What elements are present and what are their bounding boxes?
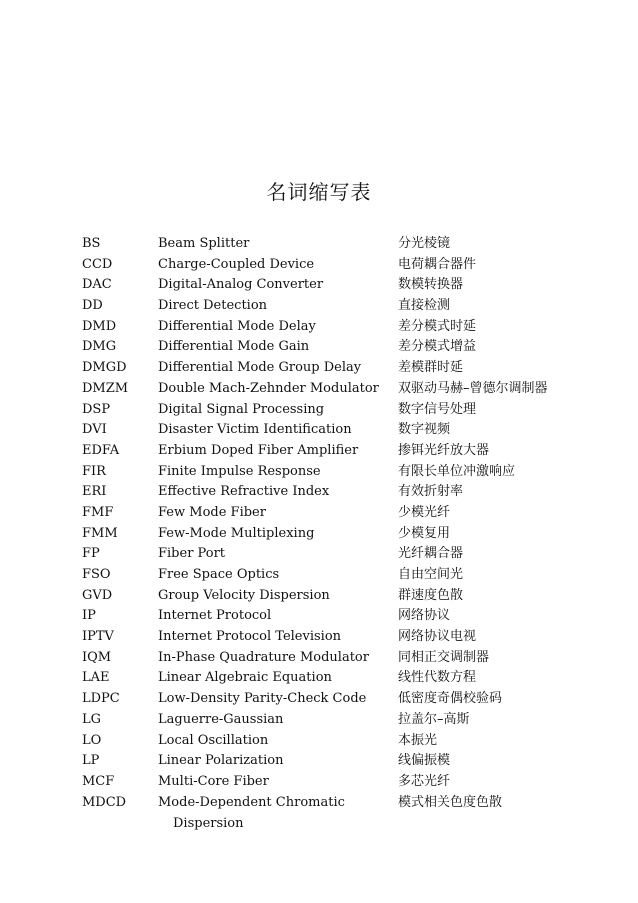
abbreviation: LP bbox=[82, 753, 100, 769]
full-term: Digital Signal Processing bbox=[158, 401, 325, 417]
abbreviation-row bbox=[0, 400, 638, 421]
entry-continuation: Dispersion bbox=[173, 816, 244, 831]
abbreviation: FMF bbox=[82, 504, 114, 520]
full-term: Multi-Core Fiber bbox=[158, 773, 269, 789]
abbreviation-row bbox=[0, 710, 638, 731]
full-term: In-Phase Quadrature Modulator bbox=[158, 649, 369, 665]
chinese-term: 数模转换器 bbox=[398, 277, 464, 293]
chinese-term: 本振光 bbox=[398, 732, 438, 748]
chinese-term: 拉盖尔–高斯 bbox=[398, 711, 470, 727]
abbreviation: ERI bbox=[82, 484, 107, 500]
abbreviation-row bbox=[0, 668, 638, 689]
full-term: Local Oscillation bbox=[158, 732, 269, 748]
abbreviation-list bbox=[0, 234, 638, 813]
full-term: Mode-Dependent Chromatic bbox=[158, 794, 345, 810]
abbreviation-row bbox=[0, 317, 638, 338]
abbreviation-row bbox=[0, 606, 638, 627]
chinese-term: 掺铒光纤放大器 bbox=[398, 442, 490, 458]
chinese-term: 线性代数方程 bbox=[398, 670, 477, 686]
abbreviation: MCF bbox=[82, 773, 115, 789]
page-title: 名词缩写表 bbox=[266, 180, 372, 204]
chinese-term: 模式相关色度色散 bbox=[398, 794, 503, 810]
abbreviation: LO bbox=[82, 732, 102, 748]
abbreviation: BS bbox=[82, 236, 101, 251]
full-term: Free Space Optics bbox=[158, 567, 280, 582]
abbreviation: GVD bbox=[82, 587, 113, 603]
chinese-term: 自由空间光 bbox=[398, 567, 464, 582]
abbreviation-row bbox=[0, 255, 638, 276]
abbreviation: LDPC bbox=[82, 691, 120, 707]
abbreviation: DSP bbox=[82, 401, 111, 417]
full-term: Few-Mode Multiplexing bbox=[158, 525, 315, 541]
chinese-term: 有限长单位冲激响应 bbox=[398, 463, 516, 479]
chinese-term: 差分模式时延 bbox=[398, 318, 477, 334]
chinese-term: 数字信号处理 bbox=[398, 401, 477, 417]
full-term: Differential Mode Gain bbox=[158, 339, 310, 355]
full-term: Differential Mode Delay bbox=[158, 318, 316, 334]
full-term: Few Mode Fiber bbox=[158, 504, 266, 520]
chinese-term: 光纤耦合器 bbox=[398, 546, 464, 562]
full-term: Disaster Victim Identification bbox=[158, 422, 352, 438]
abbreviation: LG bbox=[82, 711, 102, 727]
abbreviation-row bbox=[0, 275, 638, 296]
abbreviation-row bbox=[0, 565, 638, 586]
abbreviation-row bbox=[0, 234, 638, 255]
abbreviation-row bbox=[0, 296, 638, 317]
abbreviation: DMG bbox=[82, 339, 117, 355]
full-term: Finite Impulse Response bbox=[158, 463, 321, 479]
abbreviation: IP bbox=[82, 608, 96, 624]
abbreviation: DD bbox=[82, 298, 103, 314]
full-term: Differential Mode Group Delay bbox=[158, 360, 362, 376]
full-term: Erbium Doped Fiber Amplifier bbox=[158, 442, 359, 458]
abbreviation-row bbox=[0, 689, 638, 710]
full-term: Direct Detection bbox=[158, 298, 268, 314]
abbreviation-row bbox=[0, 337, 638, 358]
chinese-term: 多芯光纤 bbox=[398, 773, 451, 789]
abbreviation-row bbox=[0, 627, 638, 648]
abbreviation-row bbox=[0, 379, 638, 400]
abbreviation: FMM bbox=[82, 525, 118, 541]
chinese-term: 电荷耦合器件 bbox=[398, 256, 477, 272]
abbreviation: DMZM bbox=[82, 380, 129, 396]
abbreviation-row bbox=[0, 441, 638, 462]
abbreviation-row bbox=[0, 586, 638, 607]
chinese-term: 网络协议 bbox=[398, 608, 451, 624]
abbreviation-row bbox=[0, 793, 638, 814]
abbreviation: LAE bbox=[82, 670, 110, 686]
chinese-term: 有效折射率 bbox=[398, 484, 464, 500]
abbreviation-row bbox=[0, 482, 638, 503]
abbreviation: MDCD bbox=[82, 794, 127, 810]
abbreviation-row bbox=[0, 544, 638, 565]
abbreviation-row bbox=[0, 420, 638, 441]
full-term: Double Mach-Zehnder Modulator bbox=[158, 380, 379, 396]
full-term: Effective Refractive Index bbox=[158, 484, 330, 500]
full-term: Low-Density Parity-Check Code bbox=[158, 691, 367, 707]
chinese-term: 双驱动马赫–曾德尔调制器 bbox=[398, 380, 548, 396]
full-term: Laguerre-Gaussian bbox=[158, 711, 284, 727]
chinese-term: 少模光纤 bbox=[398, 504, 451, 520]
chinese-term: 线偏振模 bbox=[398, 753, 451, 769]
abbreviation: CCD bbox=[82, 256, 113, 272]
full-term: Beam Splitter bbox=[158, 236, 250, 251]
abbreviation-row bbox=[0, 751, 638, 772]
abbreviation: EDFA bbox=[82, 442, 120, 458]
abbreviation-row bbox=[0, 772, 638, 793]
chinese-term: 低密度奇偶校验码 bbox=[398, 691, 503, 707]
chinese-term: 数字视频 bbox=[398, 422, 451, 438]
abbreviation-row bbox=[0, 358, 638, 379]
chinese-term: 分光棱镜 bbox=[398, 236, 451, 251]
abbreviation-row bbox=[0, 524, 638, 545]
full-term: Linear Polarization bbox=[158, 753, 284, 769]
full-term: Digital-Analog Converter bbox=[158, 277, 324, 293]
chinese-term: 直接检测 bbox=[398, 298, 451, 314]
abbreviation-row bbox=[0, 462, 638, 483]
full-term: Linear Algebraic Equation bbox=[158, 670, 332, 686]
chinese-term: 同相正交调制器 bbox=[398, 649, 490, 665]
chinese-term: 网络协议电视 bbox=[398, 629, 477, 645]
abbreviation: DVI bbox=[82, 422, 107, 438]
full-term: Fiber Port bbox=[158, 546, 226, 562]
full-term: Internet Protocol Television bbox=[158, 629, 342, 645]
abbreviation-row bbox=[0, 503, 638, 524]
abbreviation: FSO bbox=[82, 567, 111, 582]
abbreviation: DAC bbox=[82, 277, 112, 293]
abbreviation-row bbox=[0, 648, 638, 669]
abbreviation: IPTV bbox=[82, 629, 114, 645]
full-term: Group Velocity Dispersion bbox=[158, 587, 330, 603]
abbreviation: FP bbox=[82, 546, 100, 562]
chinese-term: 群速度色散 bbox=[398, 587, 464, 603]
abbreviation-row bbox=[0, 731, 638, 752]
full-term: Internet Protocol bbox=[158, 608, 272, 624]
chinese-term: 差模群时延 bbox=[398, 360, 464, 376]
abbreviation: FIR bbox=[82, 463, 106, 479]
full-term: Charge-Coupled Device bbox=[158, 256, 315, 272]
chinese-term: 差分模式增益 bbox=[398, 339, 477, 355]
chinese-term: 少模复用 bbox=[398, 525, 451, 541]
abbreviation: DMD bbox=[82, 318, 117, 334]
abbreviation: IQM bbox=[82, 649, 112, 665]
abbreviation: DMGD bbox=[82, 360, 127, 376]
